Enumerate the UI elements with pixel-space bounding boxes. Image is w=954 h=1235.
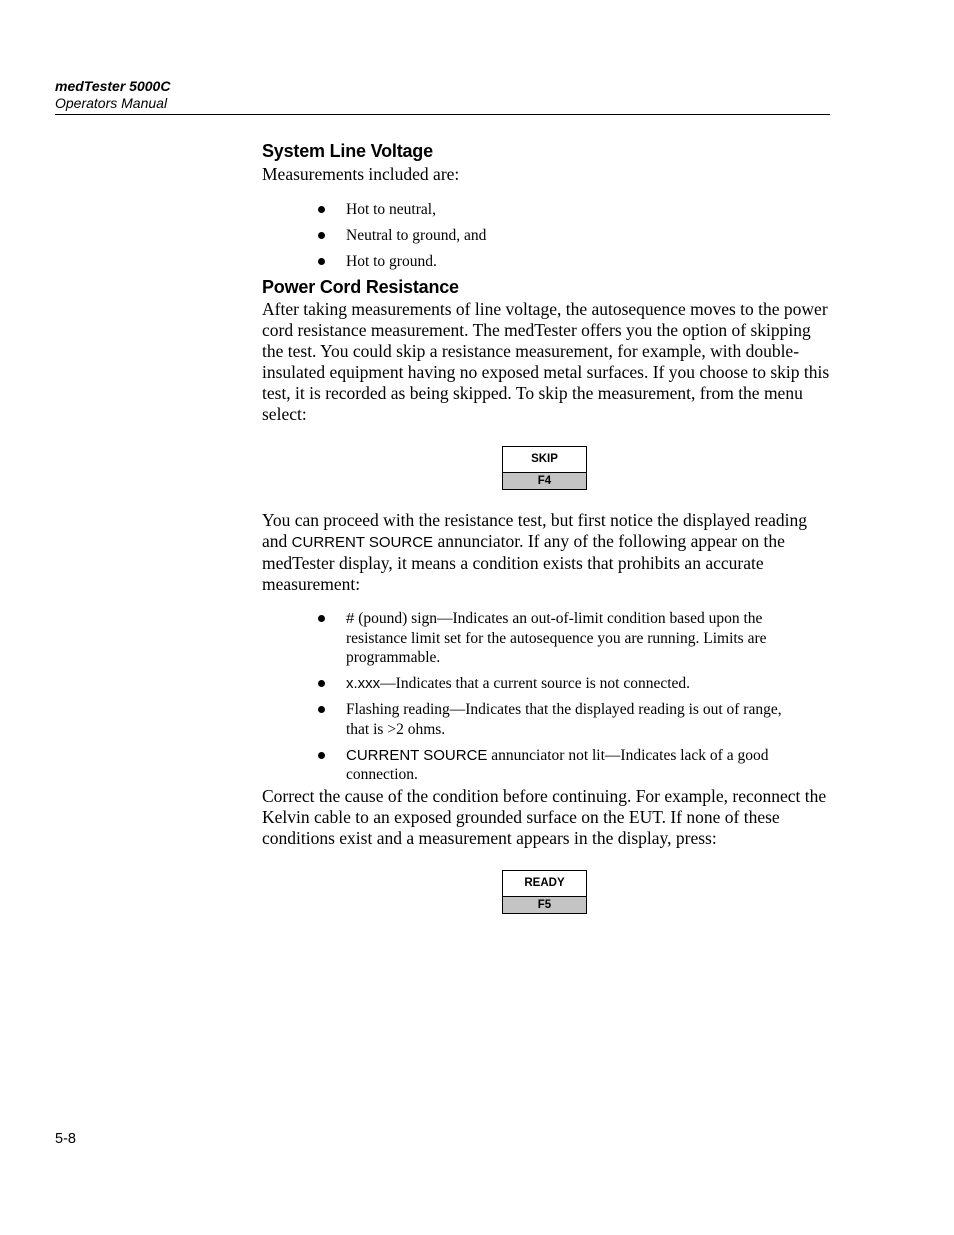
ready-key-label: READY: [503, 871, 586, 897]
xxxx-code: x.xxx: [346, 675, 381, 692]
list-item: # (pound) sign—Indicates an out-of-limit condition based upon the resistance limit set for the autosequence you are running. Limits are programmable.: [318, 609, 798, 668]
list-item: Flashing reading—Indicates that the displayed reading is out of range, that is >2 ohms.: [318, 700, 798, 739]
bullet-icon: [318, 706, 325, 713]
manual-title: medTester 5000C: [55, 78, 171, 94]
bullet-icon: [318, 206, 325, 213]
page-number: 5-8: [55, 1131, 76, 1147]
skip-key-label: SKIP: [503, 447, 586, 473]
paragraph-skip-intro: After taking measurements of line voltage, the autosequence moves to the power cord resistance measurement. The medTester offers you the option of skipping the test. You could skip a resistance measurement, for example, with double-insulated equipment having no exposed metal surfaces. If you choose to skip this test, it is recorded as being skipped. To skip the measurement, from the menu select:: [262, 299, 830, 424]
list-item: Hot to ground.: [318, 252, 798, 272]
paragraph-resistance-conditions: You can proceed with the resistance test, but first notice the displayed reading and CURRENT SOURCE annunciator. If any of the following appear on the medTester display, it means a condition exists that prohibits an accurate measurement:: [262, 510, 807, 594]
skip-key-fkey: F4: [503, 473, 586, 489]
running-header: [55, 78, 170, 112]
bullet-icon: [318, 680, 325, 687]
ready-key-fkey: F5: [503, 897, 586, 913]
measurements-intro: Measurements included are:: [262, 164, 460, 184]
ready-f5-key: [502, 870, 587, 914]
heading-power-cord-resistance: Power Cord Resistance: [262, 277, 459, 297]
bullet-icon: [318, 232, 325, 239]
header-rule: [55, 114, 830, 115]
voltage-measurement-list: [318, 200, 798, 272]
list-item: Hot to neutral,: [318, 200, 798, 220]
bullet-icon: [318, 615, 325, 622]
heading-system-line-voltage: System Line Voltage: [262, 141, 433, 161]
pound-sign-code: #: [346, 610, 355, 627]
condition-list: [318, 609, 798, 785]
list-item: CURRENT SOURCE annunciator not lit—Indicates lack of a good connection.: [318, 746, 798, 785]
manual-subtitle: Operators Manual: [55, 95, 168, 111]
list-item: Neutral to ground, and: [318, 226, 798, 246]
bullet-icon: [318, 752, 325, 759]
current-source-label: CURRENT SOURCE: [291, 534, 434, 551]
current-source-code: CURRENT SOURCE: [346, 746, 488, 764]
skip-f4-key: [502, 446, 587, 490]
list-item: x.xxx—Indicates that a current source is not connected.: [318, 674, 798, 694]
paragraph-correct-cause: Correct the cause of the condition before continuing. For example, reconnect the Kelvin cable to an exposed grounded surface on the EUT. If none of these conditions exist and a measurement appears in the display, press:: [262, 786, 827, 848]
bullet-icon: [318, 258, 325, 265]
